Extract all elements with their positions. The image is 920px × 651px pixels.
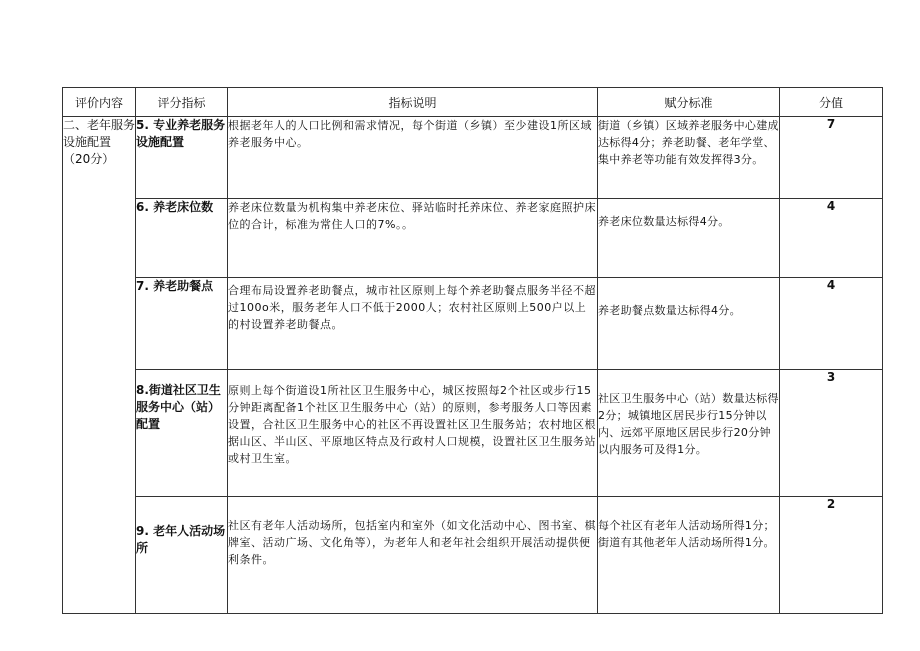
header-standard: 赋分标准	[598, 88, 780, 117]
table-row	[63, 199, 883, 278]
standard-cell: 每个社区有老年人活动场所得1分；街道有其他老年人活动场所得1分。	[598, 497, 780, 614]
standard-cell: 街道（乡镇）区域养老服务中心建成达标得4分；养老助餐、老年学堂、集中养老等功能有效发挥得3分。	[598, 117, 780, 199]
table-row	[63, 497, 883, 614]
indicator-cell: 7. 养老助餐点	[136, 278, 228, 370]
description-cell: 社区有老年人活动场所，包括室内和室外（如文化活动中心、图书室、棋牌室、活动广场、文化角等），为老年人和老年社会组织开展活动提供便利条件。	[228, 497, 598, 614]
header-row	[63, 88, 883, 117]
score-cell: 4	[780, 278, 883, 370]
table-row	[63, 370, 883, 497]
table-row	[63, 117, 883, 199]
description-cell: 合理布局设置养老助餐点，城市社区原则上每个养老助餐点服务半径不超过100o米，服务老年人口不低于2000人；农村社区原则上500户以上的村设置养老助餐点。	[228, 278, 598, 370]
score-cell: 4	[780, 199, 883, 278]
score-cell: 3	[780, 370, 883, 497]
score-cell: 7	[780, 117, 883, 199]
table-row	[63, 278, 883, 370]
indicator-cell: 6. 养老床位数	[136, 199, 228, 278]
indicator-cell: 9. 老年人活动场所	[136, 497, 228, 614]
standard-cell: 社区卫生服务中心（站）数量达标得2分；城镇地区居民步行15分钟以内、远郊平原地区居民步行20分钟以内服务可及得1分。	[598, 370, 780, 497]
score-cell: 2	[780, 497, 883, 614]
header-score: 分值	[780, 88, 883, 117]
category-cell: 二、老年服务设施配置（20分）	[63, 117, 136, 614]
description-cell: 养老床位数量为机构集中养老床位、驿站临时托养床位、养老家庭照护床位的合计，标准为常住人口的7%。。	[228, 199, 598, 278]
header-indicator: 评分指标	[136, 88, 228, 117]
indicator-cell: 5. 专业养老服务设施配置	[136, 117, 228, 199]
description-cell: 根据老年人的人口比例和需求情况，每个街道（乡镇）至少建设1所区域养老服务中心。	[228, 117, 598, 199]
indicator-cell: 8.街道社区卫生服务中心（站）配置	[136, 370, 228, 497]
header-category: 评价内容	[63, 88, 136, 117]
description-cell: 原则上每个街道设1所社区卫生服务中心，城区按照每2个社区或步行15分钟距离配备1个社区卫生服务中心（站）的原则，参考服务人口等因素设置，合社区卫生服务中心的社区不再设置社区卫生服务站；农村地区根据山区、半山区、平原地区特点及行政村人口规模，设置社区卫生服务站或村卫生室。	[228, 370, 598, 497]
evaluation-table	[62, 87, 883, 614]
header-description: 指标说明	[228, 88, 598, 117]
standard-cell: 养老助餐点数量达标得4分。	[598, 278, 780, 370]
standard-cell: 养老床位数量达标得4分。	[598, 199, 780, 278]
